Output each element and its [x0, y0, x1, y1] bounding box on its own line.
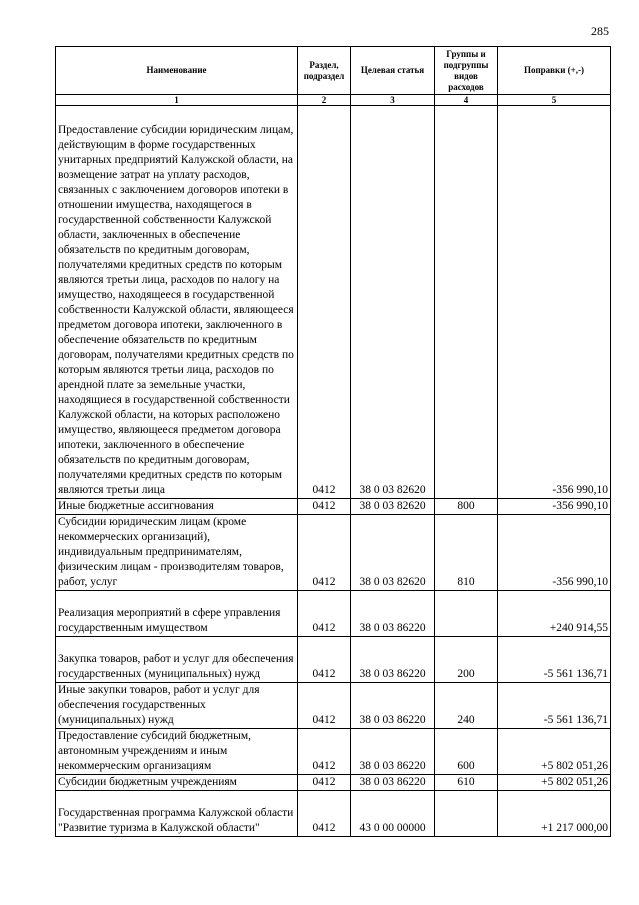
row-section: 0412: [298, 637, 351, 683]
table-row: [56, 637, 611, 683]
row-amount: -5 561 136,71: [498, 637, 611, 683]
row-group: 810: [435, 515, 498, 591]
row-group: [435, 591, 498, 637]
row-name: Субсидии бюджетным учреждениям: [56, 775, 298, 791]
row-section: 0412: [298, 683, 351, 729]
table-row: [56, 499, 611, 515]
row-name: Субсидии юридическим лицам (кроме некоммерческих организаций), индивидуальным предпринимателям, физическим лицам - производителям товаров, работ, услуг: [56, 515, 298, 591]
header-amendments: Поправки (+,-): [498, 47, 611, 95]
row-amount: +5 802 051,26: [498, 775, 611, 791]
column-number: 2: [298, 95, 351, 106]
table-row: [56, 729, 611, 775]
budget-amendments-table: [55, 46, 611, 837]
row-amount: +1 217 000,00: [498, 791, 611, 837]
row-name: Закупка товаров, работ и услуг для обеспечения государственных (муниципальных) нужд: [56, 637, 298, 683]
header-section: Раздел, подраздел: [298, 47, 351, 95]
row-section: 0412: [298, 106, 351, 499]
column-number: 1: [56, 95, 298, 106]
row-group: 610: [435, 775, 498, 791]
table-row: [56, 106, 611, 499]
row-target: 38 0 03 86220: [351, 683, 435, 729]
header-target: Целевая статья: [351, 47, 435, 95]
row-amount: -356 990,10: [498, 515, 611, 591]
header-groups: Группы и подгруппы видов расходов: [435, 47, 498, 95]
row-group: [435, 791, 498, 837]
row-name: Государственная программа Калужской области "Развитие туризма в Калужской области": [56, 791, 298, 837]
row-target: 38 0 03 82620: [351, 106, 435, 499]
row-section: 0412: [298, 729, 351, 775]
row-name: Реализация мероприятий в сфере управления государственным имуществом: [56, 591, 298, 637]
row-group: 600: [435, 729, 498, 775]
row-target: 38 0 03 86220: [351, 775, 435, 791]
row-target: 38 0 03 86220: [351, 591, 435, 637]
row-amount: -356 990,10: [498, 106, 611, 499]
row-target: 38 0 03 82620: [351, 515, 435, 591]
row-target: 43 0 00 00000: [351, 791, 435, 837]
header-row: [56, 47, 611, 95]
row-target: 38 0 03 82620: [351, 499, 435, 515]
row-group: [435, 106, 498, 499]
row-name: Иные бюджетные ассигнования: [56, 499, 298, 515]
table-row: [56, 591, 611, 637]
page-number: 285: [591, 24, 609, 38]
row-group: 200: [435, 637, 498, 683]
table-row: [56, 791, 611, 837]
row-section: 0412: [298, 591, 351, 637]
row-target: 38 0 03 86220: [351, 637, 435, 683]
header-name: Наименование: [56, 47, 298, 95]
row-amount: +5 802 051,26: [498, 729, 611, 775]
table-row: [56, 683, 611, 729]
row-amount: +240 914,55: [498, 591, 611, 637]
column-number: 3: [351, 95, 435, 106]
row-section: 0412: [298, 775, 351, 791]
column-number: 5: [498, 95, 611, 106]
row-group: 240: [435, 683, 498, 729]
column-number-row: [56, 95, 611, 106]
row-name: Предоставление субсидии юридическим лицам, действующим в форме государственных унитарных предприятий Калужской области, на возмещение затрат на уплату расходов, связанных с заключением договоров ипотеки в отношении имущества, находящегося в государственной собственности Калужской области, заключенных в обеспечение обязательств по кредитным договорам, получателями кредитных средств по которым являются третьи лица, расходов по налогу на имущество, находящееся в государственной собственности Калужской области, являющееся предметом договора ипотеки, заключенного в обеспечение обязательств по кредитным договорам, получателями кредитных средств по которым являются третьи лица, расходов по арендной плате за земельные участки, находящиеся в государственной собственности Калужской области, на которых расположено имущество, являющееся предметом договора ипотеки, заключенного в обеспечение обязательств по кредитным договорам, получателями кредитных средств по которым являются третьи лица: [56, 106, 298, 499]
column-number: 4: [435, 95, 498, 106]
row-name: Иные закупки товаров, работ и услуг для обеспечения государственных (муниципальных) нужд: [56, 683, 298, 729]
table-row: [56, 515, 611, 591]
row-section: 0412: [298, 515, 351, 591]
row-name: Предоставление субсидий бюджетным, автономным учреждениям и иным некоммерческим организациям: [56, 729, 298, 775]
row-target: 38 0 03 86220: [351, 729, 435, 775]
row-amount: -356 990,10: [498, 499, 611, 515]
table-row: [56, 775, 611, 791]
row-amount: -5 561 136,71: [498, 683, 611, 729]
row-group: 800: [435, 499, 498, 515]
row-section: 0412: [298, 499, 351, 515]
row-section: 0412: [298, 791, 351, 837]
